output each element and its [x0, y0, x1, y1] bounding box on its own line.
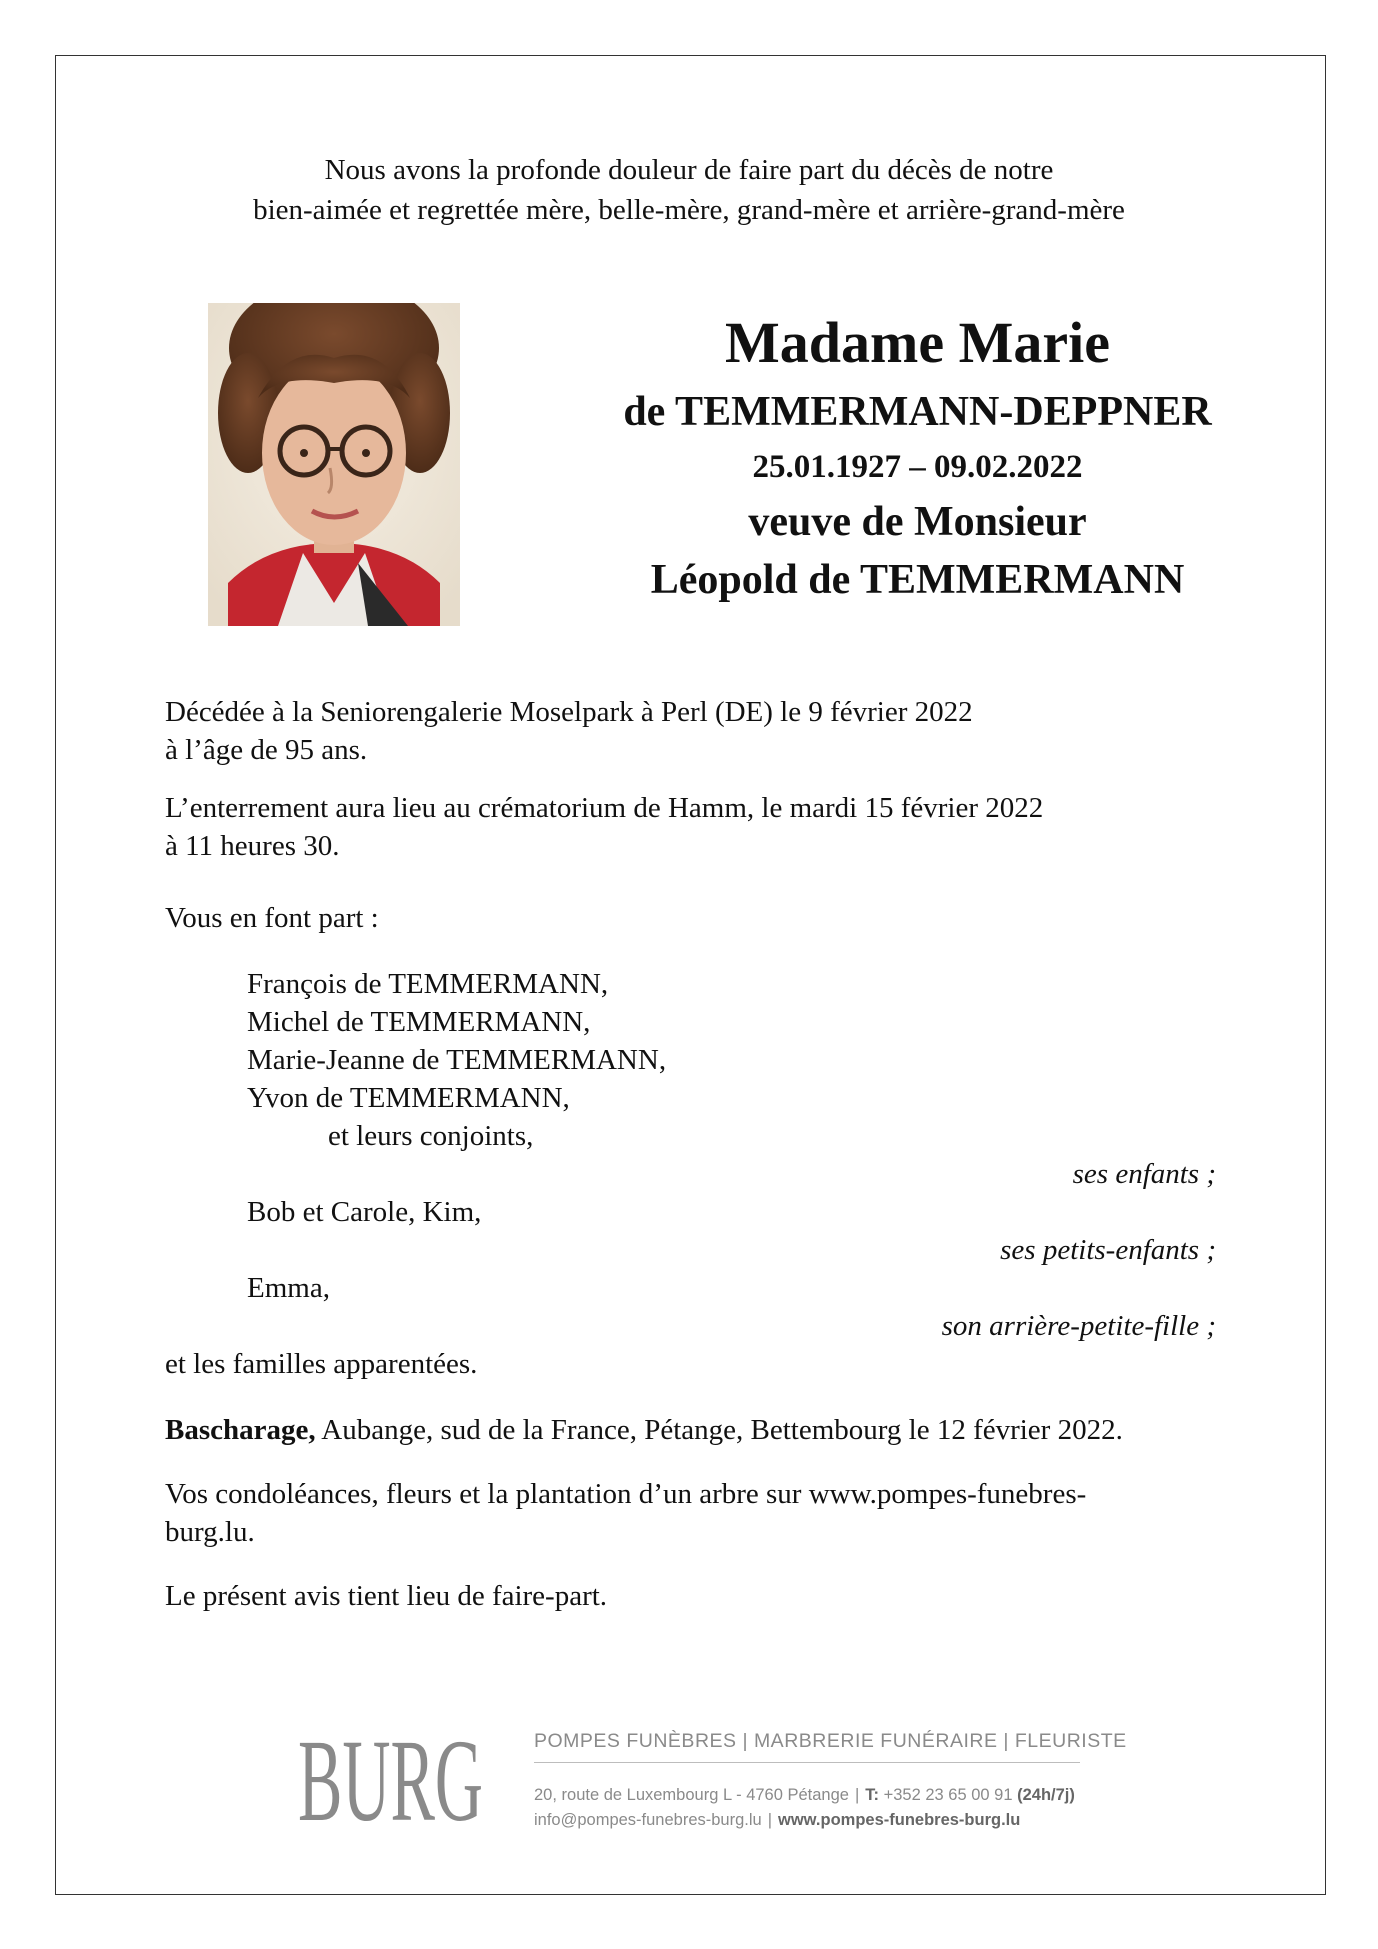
child-4: Yvon de TEMMERMANN, — [247, 1082, 570, 1114]
burg-logo-graphic — [298, 1718, 488, 1838]
death-line-1: Décédée à la Seniorengalerie Moselpark à Perl (DE) le 9 février 2022 — [165, 696, 973, 728]
families-text: et les familles apparentées. — [165, 1348, 478, 1380]
spouses-text: et leurs conjoints, — [328, 1120, 534, 1152]
widow-line-2: Léopold de TEMMERMANN — [650, 557, 1185, 603]
place-rest: Aubange, sud de la France, Pétange, Bettembourg le 12 février 2022. — [315, 1414, 1123, 1446]
footer-services: POMPES FUNÈBRES | MARBRERIE FUNÉRAIRE | FLEURISTE — [534, 1730, 1127, 1752]
footer-divider — [534, 1762, 1080, 1763]
footer-phone-label: T: — [865, 1786, 879, 1804]
child-3: Marie-Jeanne de TEMMERMANN, — [247, 1044, 667, 1076]
child-1: François de TEMMERMANN, — [247, 968, 609, 1000]
footer-hours: (24h/7j) — [1017, 1786, 1075, 1804]
deceased-surname: de TEMMERMANN-DEPPNER — [623, 389, 1212, 435]
place-date-line — [165, 1411, 1225, 1449]
grandchildren-role: ses petits-enfants ; — [1000, 1234, 1216, 1266]
intro-line-1: Nous avons la profonde douleur de faire part du décès de notre — [324, 154, 1054, 186]
place-bold: Bascharage, — [165, 1414, 316, 1446]
notice-text: Le présent avis tient lieu de faire-part. — [165, 1580, 608, 1612]
intro-text — [0, 150, 1378, 230]
logo-text: BURG — [298, 1718, 483, 1838]
condolences-line-1: Vos condoléances, fleurs et la plantation d’un arbre sur www.pompes-funebres- — [165, 1478, 1087, 1510]
death-line-2: à l’âge de 95 ans. — [165, 734, 368, 766]
deceased-title: Madame Marie — [725, 310, 1110, 375]
intro-line-2: bien-aimée et regrettée mère, belle-mère, grand-mère et arrière-grand-mère — [253, 194, 1125, 226]
footer-website[interactable]: www.pompes-funebres-burg.lu — [778, 1811, 1021, 1829]
burg-logo — [298, 1718, 488, 1838]
great-grandchild-role: son arrière-petite-fille ; — [941, 1310, 1216, 1342]
children-role: ses enfants ; — [1072, 1158, 1216, 1190]
child-2: Michel de TEMMERMANN, — [247, 1006, 591, 1038]
footer-address-line: 20, route de Luxembourg L - 4760 Pétange | T: +352 23 65 00 91 (24h/7j) — [534, 1786, 1075, 1804]
deceased-name-block — [560, 303, 1275, 609]
announce-text: Vous en font part : — [165, 902, 379, 934]
footer-email[interactable]: info@pompes-funebres-burg.lu — [534, 1811, 762, 1829]
grandchildren-text: Bob et Carole, Kim, — [247, 1196, 482, 1228]
widow-line-1: veuve de Monsieur — [748, 499, 1087, 545]
funeral-line-1: L’enterrement aura lieu au crématorium de Hamm, le mardi 15 février 2022 — [165, 792, 1044, 824]
notice-body — [165, 693, 1225, 1615]
footer-phone: +352 23 65 00 91 — [883, 1786, 1013, 1804]
condolences-line-2: burg.lu. — [165, 1516, 255, 1548]
deceased-dates: 25.01.1927 – 09.02.2022 — [752, 449, 1083, 485]
funeral-line-2: à 11 heures 30. — [165, 830, 340, 862]
portrait-photo — [208, 303, 460, 626]
footer-contact-line: info@pompes-funebres-burg.lu | www.pompes-funebres-burg.lu — [534, 1811, 1021, 1829]
great-grandchild-text: Emma, — [247, 1272, 330, 1304]
portrait-illustration — [208, 303, 460, 626]
footer-address: 20, route de Luxembourg L - 4760 Pétange — [534, 1786, 849, 1804]
